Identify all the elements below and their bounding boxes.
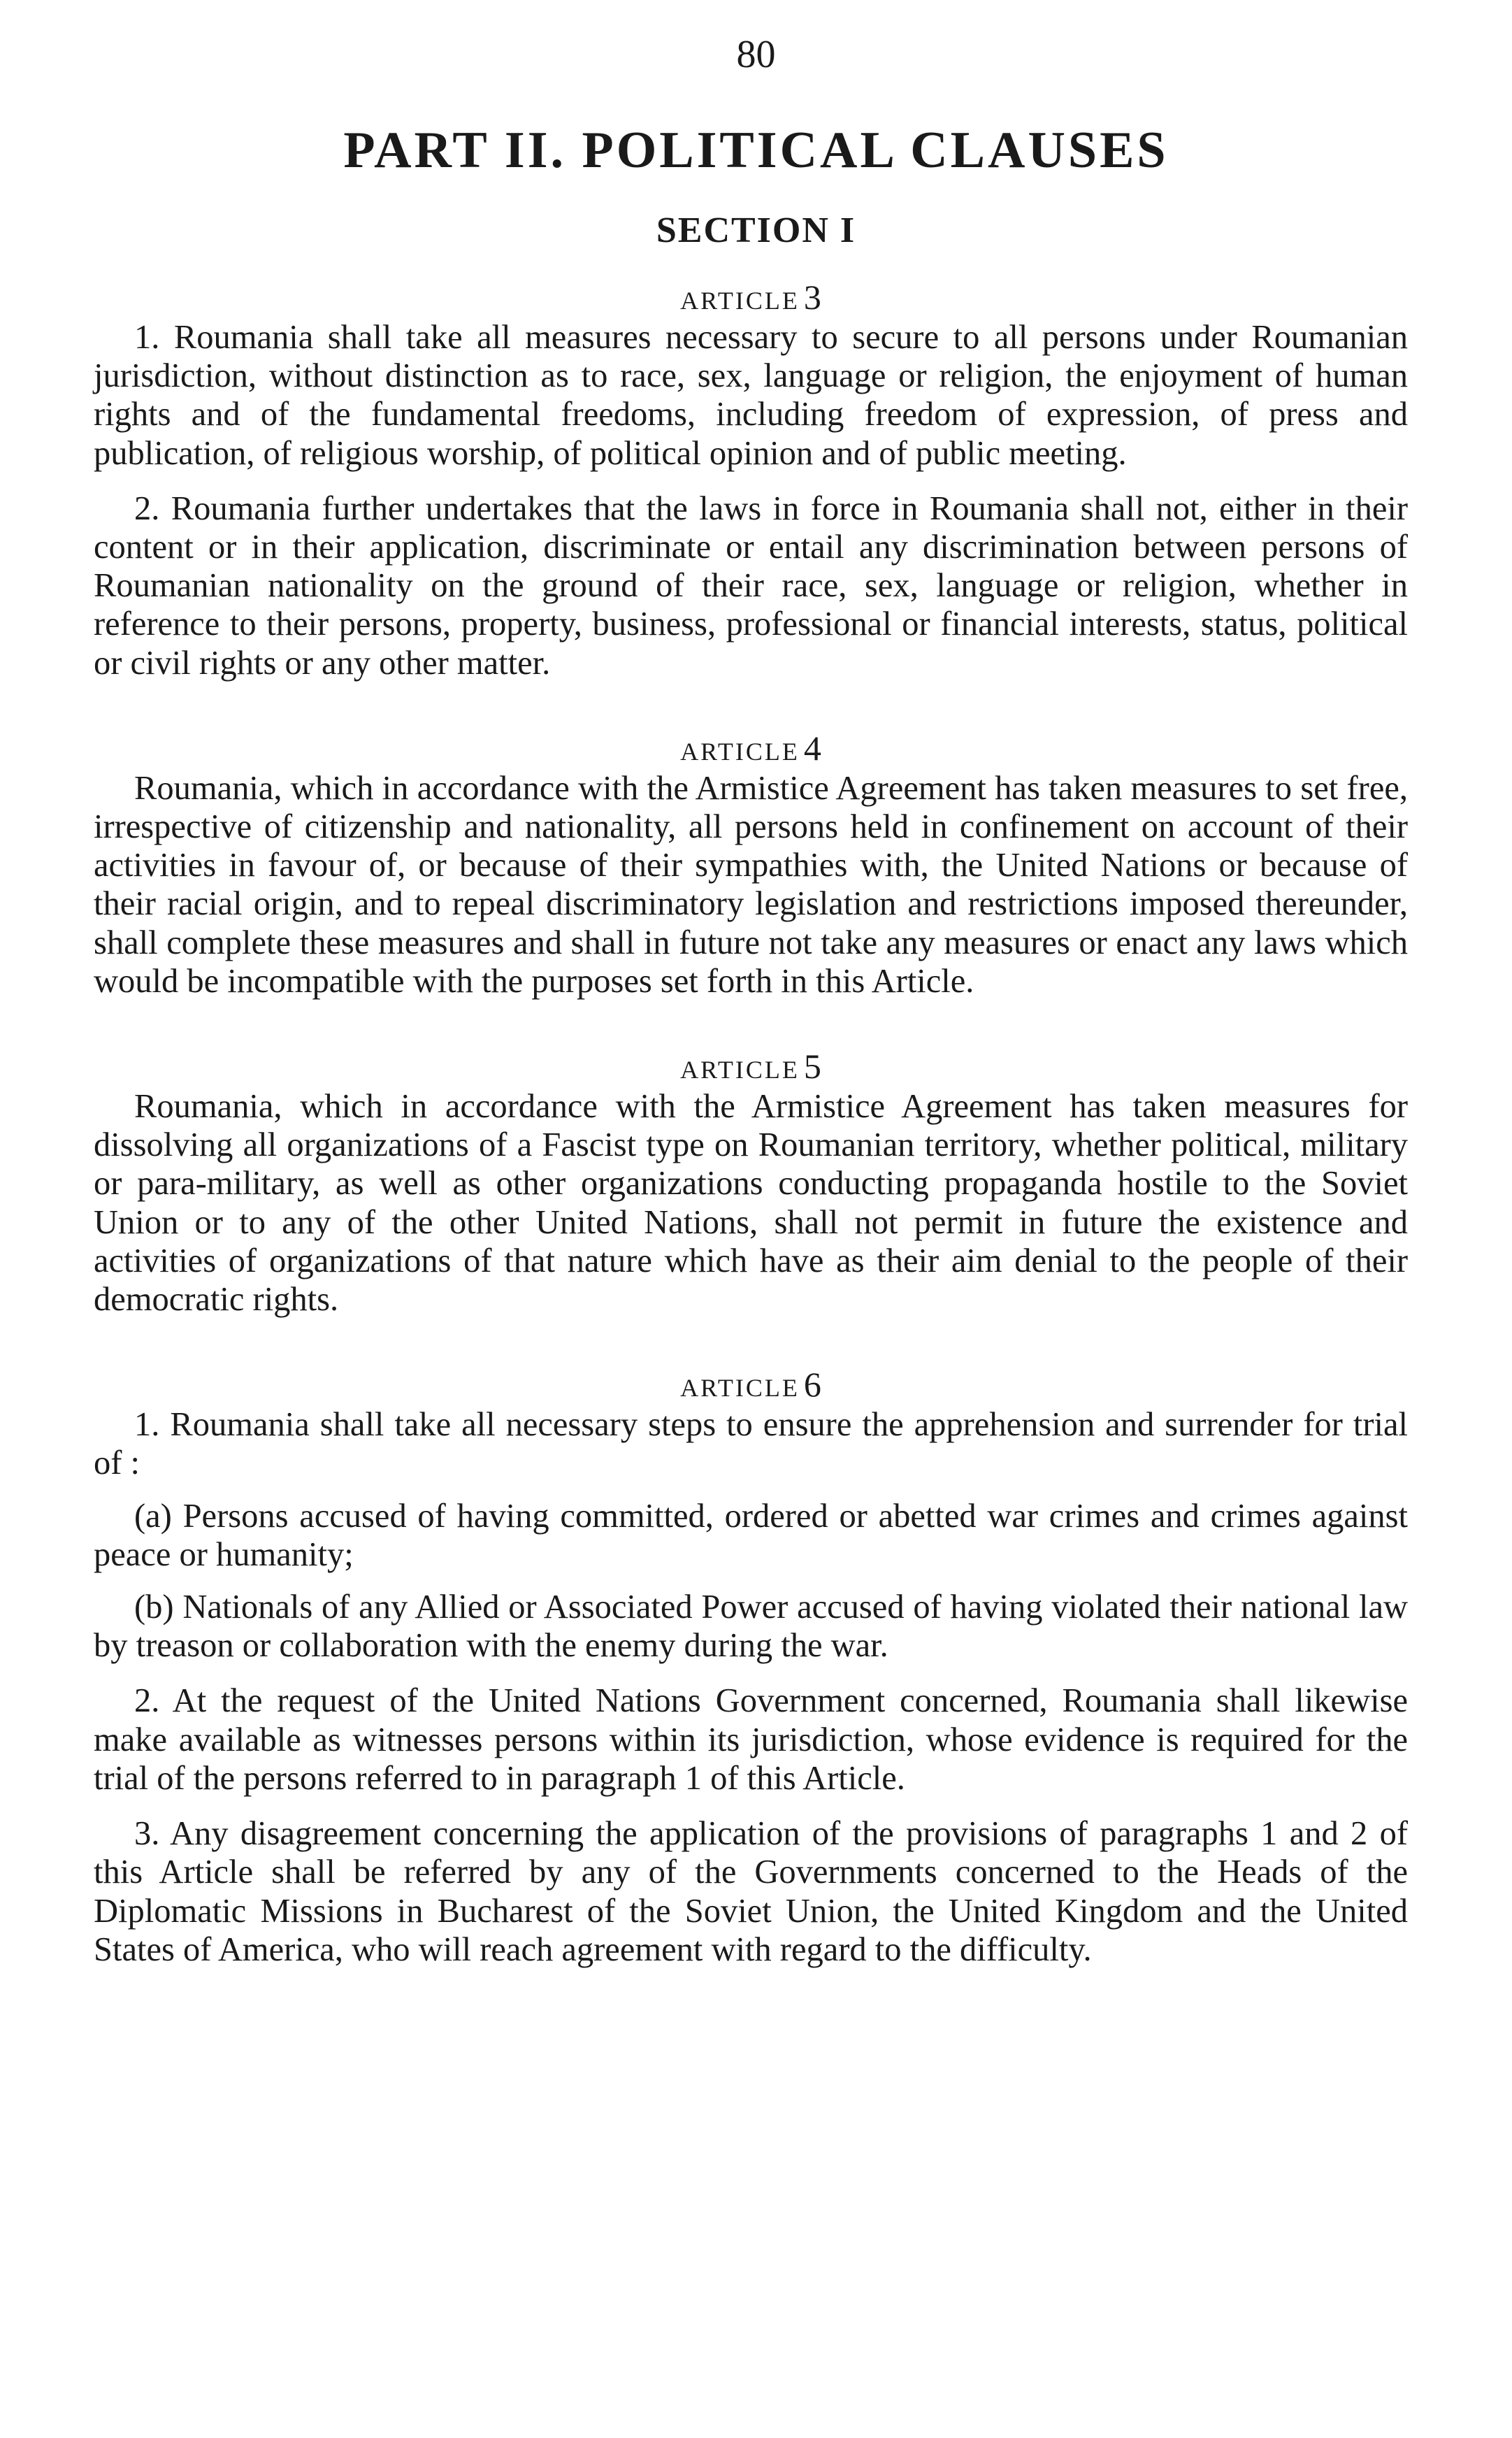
article-label: ARTICLE xyxy=(680,287,800,315)
part-title: PART II. POLITICAL CLAUSES xyxy=(343,122,1169,179)
article-6-subparagraph-b: (b) Nationals of any Allied or Associated Power accused of having violated their national law by treason or collaboration with the enemy during the war. xyxy=(94,1589,1408,1665)
article-label: ARTICLE xyxy=(680,1374,800,1403)
article-6-heading xyxy=(94,1363,1408,1405)
section-title: SECTION I xyxy=(656,210,856,250)
article-number: 4 xyxy=(803,728,821,768)
article-6-paragraph-2: 2. At the request of the United Nations Government concerned, Roumania shall likewise make available as witnesses persons within its jurisdiction, whose evidence is required for the trial of the persons referred to in paragraph 1 of this Article. xyxy=(94,1682,1408,1797)
article-4-heading xyxy=(94,727,1408,769)
article-number: 3 xyxy=(803,278,821,317)
article-6-paragraph-1: 1. Roumania shall take all necessary steps to ensure the apprehension and surrender for trial of : xyxy=(94,1406,1408,1482)
article-5-heading xyxy=(94,1045,1408,1087)
article-label: ARTICLE xyxy=(680,737,800,766)
article-3-paragraph-2: 2. Roumania further undertakes that the laws in force in Roumania shall not, either in their content or in their application, discriminate or entail any discrimination between persons of Roumanian nationality on the ground of their race, sex, language or religion, whether in reference to their persons, property, business, professional or financial interests, status, political or civil rights or any other matter. xyxy=(94,489,1408,682)
article-label: ARTICLE xyxy=(680,1056,800,1084)
article-4-paragraph-1: Roumania, which in accordance with the Armistice Agreement has taken measures to set free, irrespective of citizenship and nationality, all persons held in confinement on account of their activities in favour of, or because of their sympathies with, the United Nations or because of their racial origin, and to repeal discriminatory legislation and restrictions imposed thereunder, shall complete these measures and shall in future not take any measures or enact any laws which would be incompatible with the purposes set forth in this Article. xyxy=(94,769,1408,1000)
article-6-subparagraph-a: (a) Persons accused of having committed, ordered or abetted war crimes and crimes against peace or humanity; xyxy=(94,1497,1408,1573)
article-5-paragraph-1: Roumania, which in accordance with the Armistice Agreement has taken measures for dissolving all organizations of a Fascist type on Roumanian territory, whether political, military or para-military, as well as other organizations conducting propaganda hostile to the Soviet Union or to any of the other United Nations, shall not permit in future the existence and activities of organizations of that nature which have as their aim denial to the people of their democratic rights. xyxy=(94,1088,1408,1319)
page-number: 80 xyxy=(736,33,776,76)
article-3-heading xyxy=(94,276,1408,318)
article-number: 5 xyxy=(803,1047,821,1087)
article-6-paragraph-3: 3. Any disagreement concerning the application of the provisions of paragraphs 1 and 2 of this Article shall be referred by any of the Governments concerned to the Heads of the Diplomatic Missions in Bucharest of the Soviet Union, the United Kingdom and the United States of America, who will reach agreement with regard to the difficulty. xyxy=(94,1815,1408,1968)
article-number: 6 xyxy=(803,1365,821,1405)
body-text xyxy=(94,276,1408,1969)
article-3-paragraph-1: 1. Roumania shall take all measures necessary to secure to all persons under Roumanian jurisdiction, without distinction as to race, sex, language or religion, the enjoyment of human rights and of the fundamental freedoms, including freedom of expression, of press and publication, of religious worship, of political opinion and of public meeting. xyxy=(94,319,1408,472)
